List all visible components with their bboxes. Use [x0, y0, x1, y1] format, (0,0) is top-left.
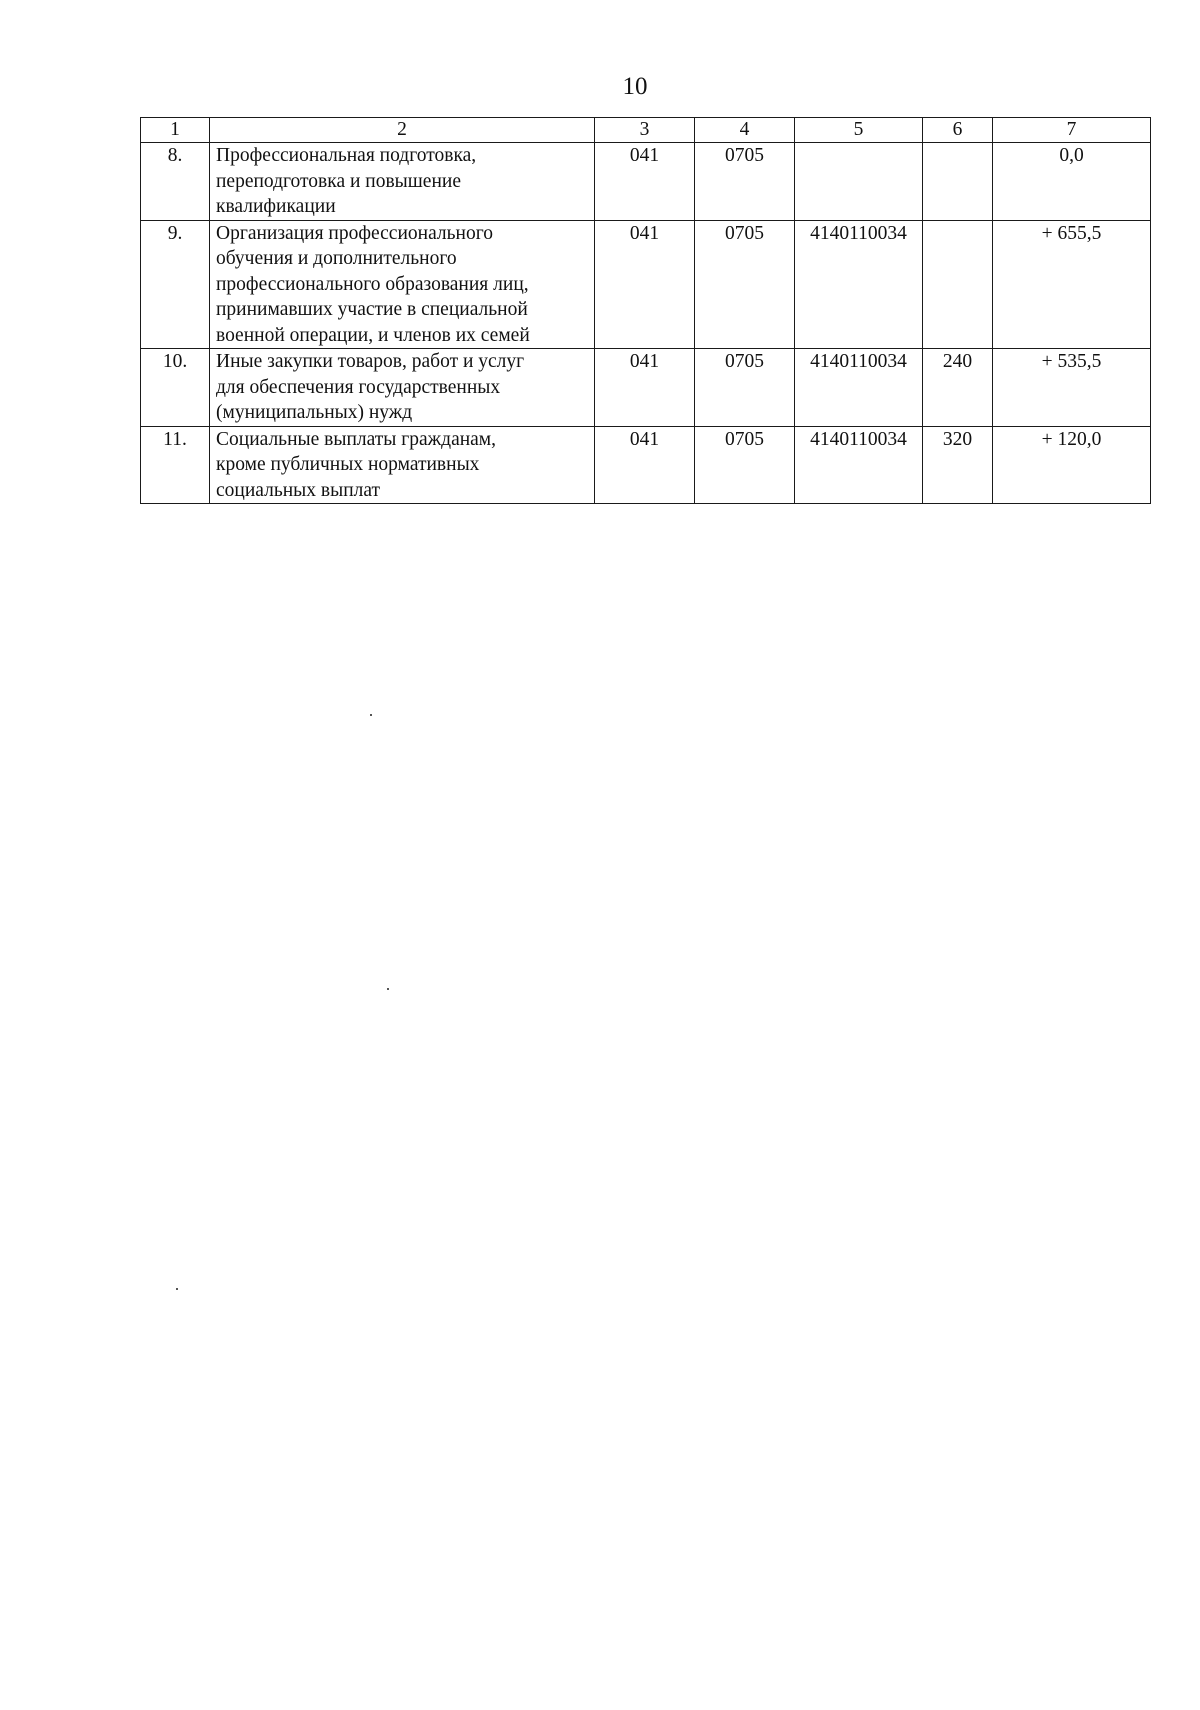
header-cell: 5	[795, 118, 923, 143]
cell-col5	[795, 143, 923, 221]
header-cell: 6	[923, 118, 993, 143]
table-row	[141, 143, 1151, 221]
table-row	[141, 349, 1151, 427]
budget-table	[140, 117, 1151, 504]
scan-speck	[387, 988, 389, 990]
row-name-line: социальных выплат	[216, 479, 381, 501]
table-header-row	[141, 118, 1151, 143]
row-number: 10.	[141, 349, 210, 427]
row-name-line: Иные закупки товаров, работ и услуг	[216, 351, 525, 372]
cell-col4: 0705	[695, 220, 795, 349]
row-name-line: переподготовка и повышение	[216, 170, 461, 192]
header-cell: 7	[993, 118, 1151, 143]
row-name-line: профессионального образования лиц,	[216, 273, 529, 295]
cell-col6	[923, 220, 993, 349]
row-name-line: кроме публичных нормативных	[216, 454, 480, 475]
row-name-line: Организация профессионального	[216, 222, 493, 244]
header-cell: 1	[141, 118, 210, 143]
cell-col4: 0705	[695, 426, 795, 504]
cell-col4: 0705	[695, 349, 795, 427]
row-name-line: обучения и дополнительного	[216, 248, 457, 269]
row-name-line: для обеспечения государственных	[216, 376, 501, 398]
row-number: 9.	[141, 220, 210, 349]
row-name	[210, 220, 595, 349]
cell-col7: + 120,0	[993, 426, 1151, 504]
scan-speck	[176, 1288, 178, 1290]
row-name-line: Профессиональная подготовка,	[216, 145, 477, 166]
cell-col6: 240	[923, 349, 993, 427]
cell-col3: 041	[595, 349, 695, 427]
header-cell: 2	[210, 118, 595, 143]
cell-col3: 041	[595, 426, 695, 504]
page-number: 10	[622, 73, 648, 100]
cell-col7: + 535,5	[993, 349, 1151, 427]
cell-col5: 4140110034	[795, 349, 923, 427]
row-name-line: принимавших участие в специальной	[216, 299, 528, 320]
cell-col4: 0705	[695, 143, 795, 221]
cell-col3: 041	[595, 220, 695, 349]
table-row	[141, 220, 1151, 349]
row-name-line: (муниципальных) нужд	[216, 402, 413, 423]
header-cell: 3	[595, 118, 695, 143]
row-name-line: военной операции, и членов их семей	[216, 324, 530, 346]
row-name	[210, 426, 595, 504]
row-name	[210, 349, 595, 427]
cell-col3: 041	[595, 143, 695, 221]
cell-col5: 4140110034	[795, 220, 923, 349]
cell-col6	[923, 143, 993, 221]
cell-col7: 0,0	[993, 143, 1151, 221]
cell-col5: 4140110034	[795, 426, 923, 504]
row-name-line: квалификации	[216, 196, 336, 217]
row-name	[210, 143, 595, 221]
cell-col7: + 655,5	[993, 220, 1151, 349]
row-number: 11.	[141, 426, 210, 504]
cell-col6: 320	[923, 426, 993, 504]
header-cell: 4	[695, 118, 795, 143]
table-row	[141, 426, 1151, 504]
scan-speck	[370, 714, 372, 716]
row-name-line: Социальные выплаты гражданам,	[216, 428, 497, 450]
row-number: 8.	[141, 143, 210, 221]
